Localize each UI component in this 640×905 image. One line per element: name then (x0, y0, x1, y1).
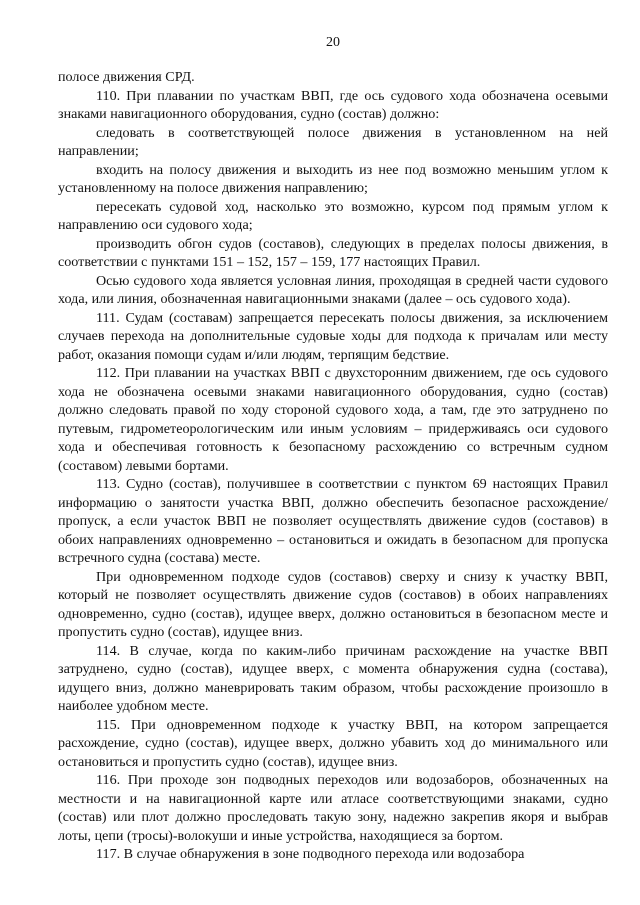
paragraph-110-definition: Осью судового хода является условная линия, проходящая в средней части судового хода, или линия, обозначенная навигационными знаками (далее – ось судового хода). (58, 272, 608, 307)
document-page (58, 34, 608, 894)
paragraph-117: 117. В случае обнаружения в зоне подводного перехода или водозабора (96, 846, 525, 862)
paragraph-110-item-4: производить обгон судов (составов), следующих в пределах полосы движения, в соответствии с пунктами 151 – 152, 157 – 159, 177 настоящих Правил. (58, 235, 608, 270)
paragraph-115: 115. При одновременном подходе к участку ВВП, на котором запрещается расхождение, судно (состав), идущее вверх, должно убавить ход до минимального или остановиться и пропустить судно (состав), идущее вниз. (58, 716, 608, 770)
paragraph-113: 113. Судно (состав), получившее в соответствии с пунктом 69 настоящих Правил информацию о занятости участка ВВП, должно обеспечить безопасное расхождение/пропуск, а если участок ВВП не позволяет осуществлять движение судов (составов) в обоих направлениях одновременно – остановиться и ожидать в безопасном для пропуска встречного судна (состава) месте. (58, 476, 608, 566)
paragraph-continuation: полосе движения СРД. (58, 69, 195, 85)
document-body (58, 68, 608, 864)
page-number: 20 (326, 35, 340, 50)
paragraph-110-item-3: пересекать судовой ход, насколько это возможно, курсом под прямым углом к направлению оси судового хода; (58, 198, 608, 233)
paragraph-116: 116. При проходе зон подводных переходов или водозаборов, обозначенных на местности и на навигационной карте или атласе соответствующими знаками, судно (состав) или плот должно проследовать такую зону, надежно закрепив якоря и выбрав лоты, цепи (тросы)-волокуши и иные устройства, находящиеся за бортом. (58, 772, 608, 844)
paragraph-110: 110. При плавании по участкам ВВП, где ось судового хода обозначена осевыми знаками навигационного оборудования, судно (состав) должно: (58, 87, 608, 122)
paragraph-110-item-1: следовать в соответствующей полосе движения в установленном на ней направлении; (58, 124, 608, 159)
paragraph-113-continued: При одновременном подходе судов (составов) сверху и снизу к участку ВВП, который не позволяет осуществлять движение судов (составов) в обоих направлениях одновременно, судно (состав), идущее вверх, должно остановиться в безопасном месте и пропустить судно (состав), идущее вниз. (58, 568, 608, 640)
paragraph-112: 112. При плавании на участках ВВП с двухсторонним движением, где ось судового хода не обозначена осевыми знаками навигационного оборудования, судно (состав) должно следовать правой по ходу стороной судового хода, а там, где это затруднено по путевым, гидрометеорологическим или иным условиям – придерживаясь оси судового хода и обеспечивая готовность к безопасному расхождению со встречным судном (составом) левыми бортами. (58, 365, 608, 474)
paragraph-110-item-2: входить на полосу движения и выходить из нее под возможно меньшим углом к установленному на полосе движения направлению; (58, 161, 608, 196)
paragraph-114: 114. В случае, когда по каким-либо причинам расхождение на участке ВВП затруднено, судно (состав), идущее вверх, с момента обнаружения судна (состава), идущего вниз, должно маневрировать таким образом, чтобы расхождение произошло в наиболее удобном месте. (58, 642, 608, 714)
paragraph-111: 111. Судам (составам) запрещается пересекать полосы движения, за исключением случаев перехода на дополнительные судовые ходы для подхода к причалам или месту работ, оказания помощи судам и/или людям, терпящим бедствие. (58, 309, 608, 363)
